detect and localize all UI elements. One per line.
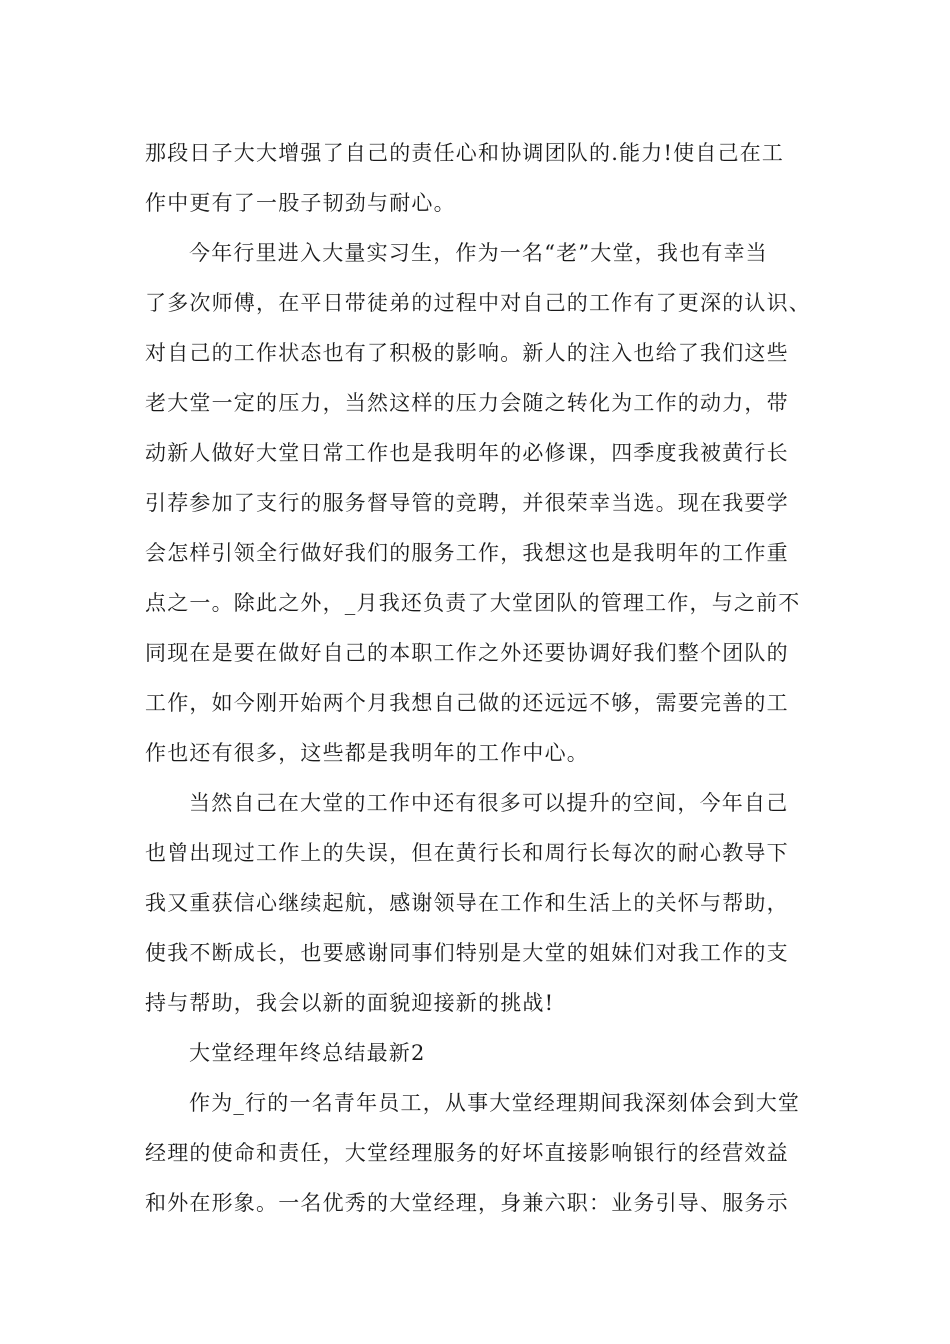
text-line-17: 使我不断成长，也要感谢同事们特别是大堂的姐妹们对我工作的支	[145, 941, 789, 965]
text-line-5: 对自己的工作状态也有了积极的影响。新人的注入也给了我们这些	[145, 341, 789, 365]
text-line-8: 引荐参加了支行的服务督导管的竞聘，并很荣幸当选。现在我要学	[145, 491, 789, 515]
text-line-20: 作为_行的一名青年员工，从事大堂经理期间我深刻体会到大堂	[189, 1091, 801, 1115]
text-line-6: 老大堂一定的压力，当然这样的压力会随之转化为工作的动力，带	[145, 391, 789, 415]
text-line-11: 同现在是要在做好自己的本职工作之外还要协调好我们整个团队的	[145, 641, 789, 665]
text-line-15: 也曾出现过工作上的失误，但在黄行长和周行长每次的耐心教导下	[145, 841, 789, 865]
text-line-12: 工作，如今刚开始两个月我想自己做的还远远不够，需要完善的工	[145, 691, 789, 715]
text-line-18: 持与帮助，我会以新的面貌迎接新的挑战!	[145, 991, 555, 1015]
text-line-7: 动新人做好大堂日常工作也是我明年的必修课，四季度我被黄行长	[145, 441, 789, 465]
text-line-4: 了多次师傅，在平日带徒弟的过程中对自己的工作有了更深的认识、	[145, 291, 811, 315]
document-body	[145, 128, 810, 1228]
text-line-21: 经理的使命和责任，大堂经理服务的好坏直接影响银行的经营效益	[145, 1141, 789, 1165]
text-line-16: 我又重获信心继续起航，感谢领导在工作和生活上的关怀与帮助，	[145, 891, 789, 915]
section-heading: 大堂经理年终总结最新2	[189, 1041, 426, 1065]
text-line-13: 作也还有很多，这些都是我明年的工作中心。	[145, 741, 589, 765]
text-line-3: 今年行里进入大量实习生，作为一名“老”大堂，我也有幸当	[189, 241, 768, 265]
text-line-1: 那段日子大大增强了自己的责任心和协调团队的.能力!使自己在工	[145, 141, 785, 165]
text-line-2: 作中更有了一股子韧劲与耐心。	[145, 191, 456, 215]
text-line-22: 和外在形象。一名优秀的大堂经理，身兼六职：业务引导、服务示	[145, 1191, 789, 1215]
text-line-10: 点之一。除此之外，_月我还负责了大堂团队的管理工作，与之前不	[145, 591, 801, 615]
text-line-9: 会怎样引领全行做好我们的服务工作，我想这也是我明年的工作重	[145, 541, 789, 565]
text-line-14: 当然自己在大堂的工作中还有很多可以提升的空间，今年自己	[189, 791, 789, 815]
